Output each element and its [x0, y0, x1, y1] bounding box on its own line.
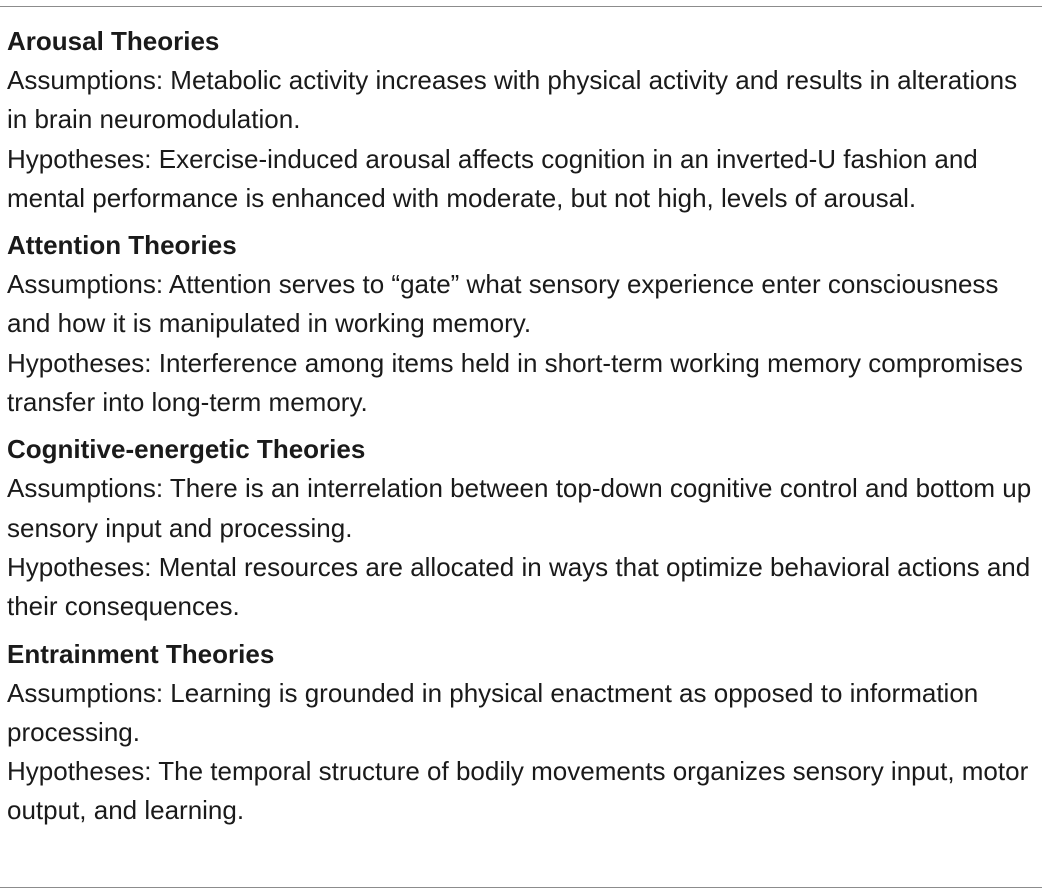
section-heading: Arousal Theories — [7, 26, 220, 56]
section-heading: Attention Theories — [7, 230, 237, 261]
assumptions-text: Assumptions: There is an interrelation between top-down cognitive control and bottom up sensory input and processing. — [7, 473, 1032, 543]
table-bottom-rule — [0, 887, 1042, 888]
assumptions-text: Assumptions: Learning is grounded in physical enactment as opposed to information processing. — [7, 677, 979, 747]
hypotheses-text: Hypotheses: Interference among items held in short-term working memory compromises transfer into long-term memory. — [7, 347, 1023, 418]
section-arousal-theories — [7, 22, 1042, 218]
hypotheses-text: Hypotheses: Mental resources are allocated in ways that optimize behavioral actions and their consequences. — [7, 551, 1031, 622]
table-top-rule — [0, 6, 1042, 7]
hypotheses-text: Hypotheses: Exercise-induced arousal affects cognition in an inverted-U fashion and mental performance is enhanced with moderate, but not high, levels of arousal. — [7, 143, 978, 213]
assumptions-text: Assumptions: Metabolic activity increases with physical activity and results in alterations in brain neuromodulation. — [7, 65, 1018, 135]
section-cognitive-energetic-theories — [7, 430, 1042, 626]
section-heading: Entrainment Theories — [7, 638, 275, 669]
assumptions-text: Assumptions: Attention serves to “gate” what sensory experience enter consciousness and how it is manipulated in working memory. — [7, 269, 999, 339]
section-entrainment-theories — [7, 635, 1042, 831]
hypotheses-text: Hypotheses: The temporal structure of bodily movements organizes sensory input, motor output, and learning. — [7, 756, 1029, 826]
theories-table — [7, 22, 1042, 831]
section-attention-theories — [7, 226, 1042, 422]
section-heading: Cognitive-energetic Theories — [7, 434, 366, 465]
